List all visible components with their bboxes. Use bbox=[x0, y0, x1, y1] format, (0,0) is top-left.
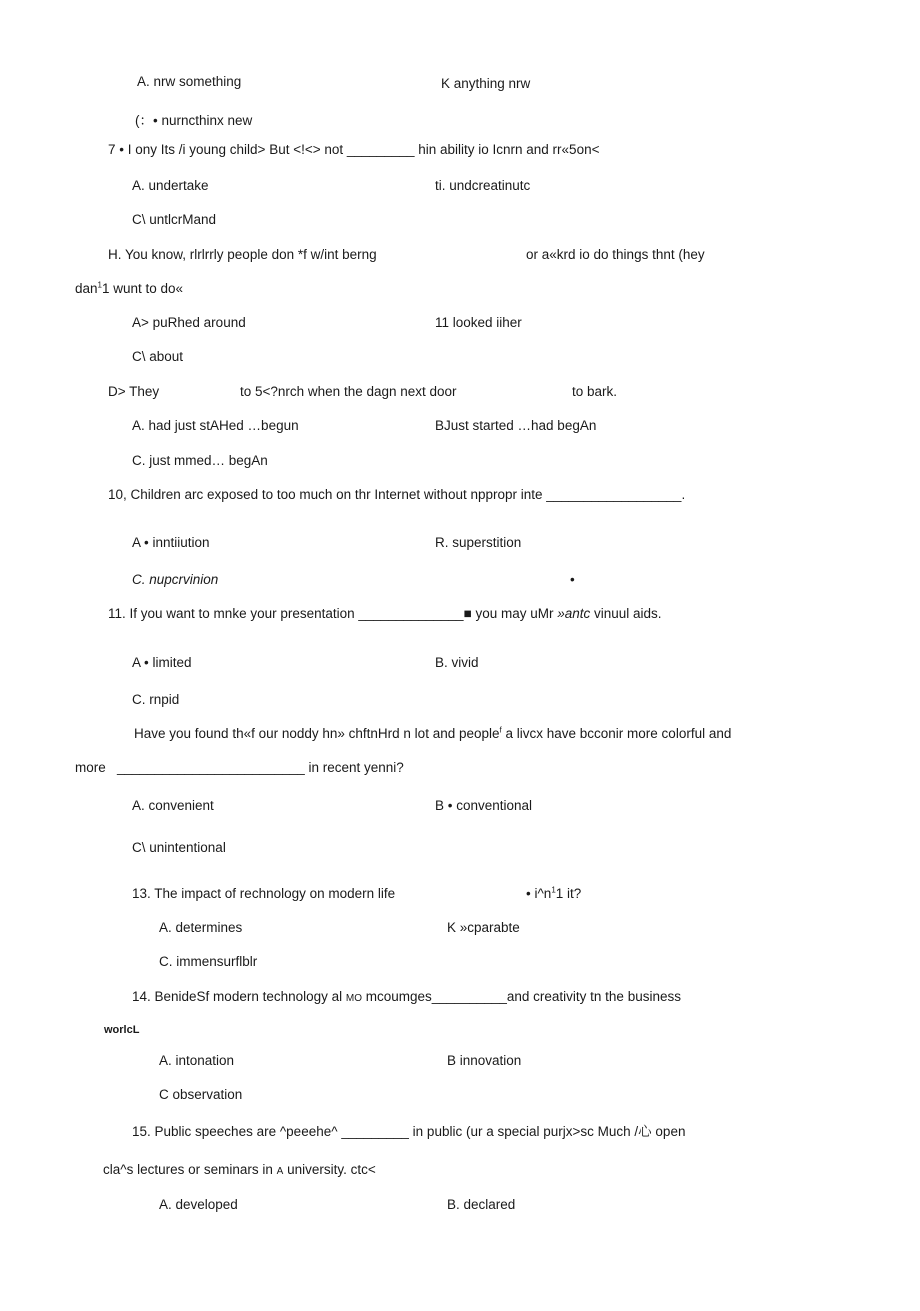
q7-option-b: ti. undcreatinutc bbox=[435, 178, 531, 193]
q14-stem-a: 14. BenideSf modern technology al bbox=[132, 989, 346, 1004]
q11-stem-mid: you may uMr bbox=[471, 606, 558, 621]
q9-stem-b: to 5<?nrch when the dagn next door bbox=[240, 384, 457, 399]
q7-stem bbox=[108, 142, 599, 158]
q10-stem-text: 10, Children arc exposed to too much on thr Internet without nppropr inte bbox=[108, 487, 543, 502]
q12-stem-continuation bbox=[75, 760, 404, 776]
q10-end: . bbox=[681, 487, 686, 502]
q6-option-c: (：• nurncthinx new bbox=[135, 113, 253, 128]
q14-stem bbox=[132, 989, 681, 1007]
q12-option-b: B • conventional bbox=[435, 798, 533, 813]
q11-stem bbox=[108, 606, 662, 622]
q13-tag-sup: 1 bbox=[551, 885, 556, 895]
q13-tag bbox=[526, 886, 581, 902]
q13-option-a: A. determines bbox=[159, 920, 243, 935]
q13-option-b: K »cparabte bbox=[447, 920, 520, 935]
q15-continuation bbox=[103, 1162, 376, 1180]
q7-option-c: C\ untlcrMand bbox=[132, 212, 217, 227]
q7-blank: _________ bbox=[346, 142, 415, 157]
q11-option-a: A • limited bbox=[132, 655, 192, 670]
q7-option-a: A. undertake bbox=[132, 178, 209, 193]
q13-tag-a: • i^n bbox=[526, 886, 552, 901]
q6-option-b: K anything nrw bbox=[441, 76, 531, 91]
q8-cont-b: 1 wunt to do« bbox=[101, 281, 184, 296]
q9-stem-a: D> They bbox=[108, 384, 160, 399]
q13-tag-b: 1 it? bbox=[555, 886, 582, 901]
q12-cont: more bbox=[75, 760, 106, 775]
q10-blank: __________________ bbox=[546, 487, 682, 502]
q10-stray-dot: • bbox=[570, 572, 575, 587]
q10-option-b: R. superstition bbox=[435, 535, 522, 550]
q8-stem-right: or a«krd io do things thnt (hey bbox=[526, 247, 705, 262]
q15-cont-a: cla^s lectures or seminars in bbox=[103, 1162, 277, 1177]
q12-stem-a: Have you found th«f our noddy hn» chftnHrd n lot and people bbox=[134, 726, 500, 741]
q15-stem-end: open bbox=[651, 1124, 686, 1139]
q14-stem-b: mcoumges bbox=[362, 989, 432, 1004]
q14-stem-c: and creativity tn the business bbox=[506, 989, 681, 1004]
q9-option-b: BJust started …had begAn bbox=[435, 418, 597, 433]
q15-stem-glyph: /心 bbox=[634, 1124, 652, 1139]
q12-stem bbox=[134, 726, 731, 742]
q12-stem-end: in recent yenni? bbox=[308, 760, 404, 775]
q14-option-c: C observation bbox=[159, 1087, 243, 1102]
q15-option-a: A. developed bbox=[159, 1197, 238, 1212]
q8-stem-left: H. You know, rlrlrrly people don *f w/int berng bbox=[108, 247, 377, 262]
q13-stem: 13. The impact of rechnology on modern life bbox=[132, 886, 396, 901]
q15-stem-right: in public (ur a special purjx>sc Much bbox=[412, 1124, 635, 1139]
q11-mark: ■ bbox=[463, 606, 472, 621]
q15-cont-small: A bbox=[276, 1166, 284, 1177]
q15-cont-b: university. ctc< bbox=[283, 1162, 376, 1177]
q8-option-b: 11 looked iiher bbox=[435, 315, 522, 330]
q11-stem-end: vinuul aids. bbox=[590, 606, 662, 621]
q12-stem-sup: f bbox=[499, 725, 502, 735]
q12-option-c: C\ unintentional bbox=[132, 840, 226, 855]
q14-option-b: B innovation bbox=[447, 1053, 522, 1068]
q15-blank: _________ bbox=[341, 1124, 409, 1139]
q14-blank: __________ bbox=[431, 989, 507, 1004]
q12-stem-b: a livcx have bcconir more colorful and bbox=[501, 726, 732, 741]
q10-option-a: A • inntiiution bbox=[132, 535, 210, 550]
q11-stem-italic: »antc bbox=[557, 606, 591, 621]
q14-option-a: A. intonation bbox=[159, 1053, 235, 1068]
q9-option-a: A. had just stAHed …begun bbox=[132, 418, 299, 433]
q9-option-c: C. just mmed… begAn bbox=[132, 453, 268, 468]
q14-stem-small: MO bbox=[345, 993, 362, 1004]
q12-option-a: A. convenient bbox=[132, 798, 214, 813]
q13-option-c: C. immensurflblr bbox=[159, 954, 258, 969]
q11-option-b: B. vivid bbox=[435, 655, 479, 670]
q10-option-c: C. nupcrvinion bbox=[132, 572, 219, 587]
q8-stem-continuation bbox=[75, 281, 183, 297]
q12-blank: _________________________ bbox=[117, 760, 305, 775]
q8-option-a: A> puRhed around bbox=[132, 315, 246, 330]
q15-stem-left: 15. Public speeches are ^peeehe^ bbox=[132, 1124, 338, 1139]
q11-option-c: C. rnpid bbox=[132, 692, 180, 707]
q10-stem bbox=[108, 487, 685, 503]
q15-option-b: B. declared bbox=[447, 1197, 516, 1212]
q11-blank: ______________ bbox=[358, 606, 464, 621]
q14-continuation: worlcL bbox=[104, 1024, 140, 1036]
q8-option-c: C\ about bbox=[132, 349, 184, 364]
q8-cont-a: dan bbox=[75, 281, 98, 296]
q9-stem-c: to bark. bbox=[572, 384, 618, 399]
q6-option-a: A. nrw something bbox=[137, 74, 242, 89]
q7-stem-right: hin ability io Icnrn and rr«5on< bbox=[418, 142, 600, 157]
q7-stem-left: 7 • I ony Its /i young child> But <!<> not bbox=[108, 142, 344, 157]
q15-stem bbox=[132, 1124, 685, 1140]
q8-cont-sup: 1 bbox=[97, 280, 102, 290]
q11-stem-left: 11. If you want to mnke your presentation bbox=[108, 606, 355, 621]
